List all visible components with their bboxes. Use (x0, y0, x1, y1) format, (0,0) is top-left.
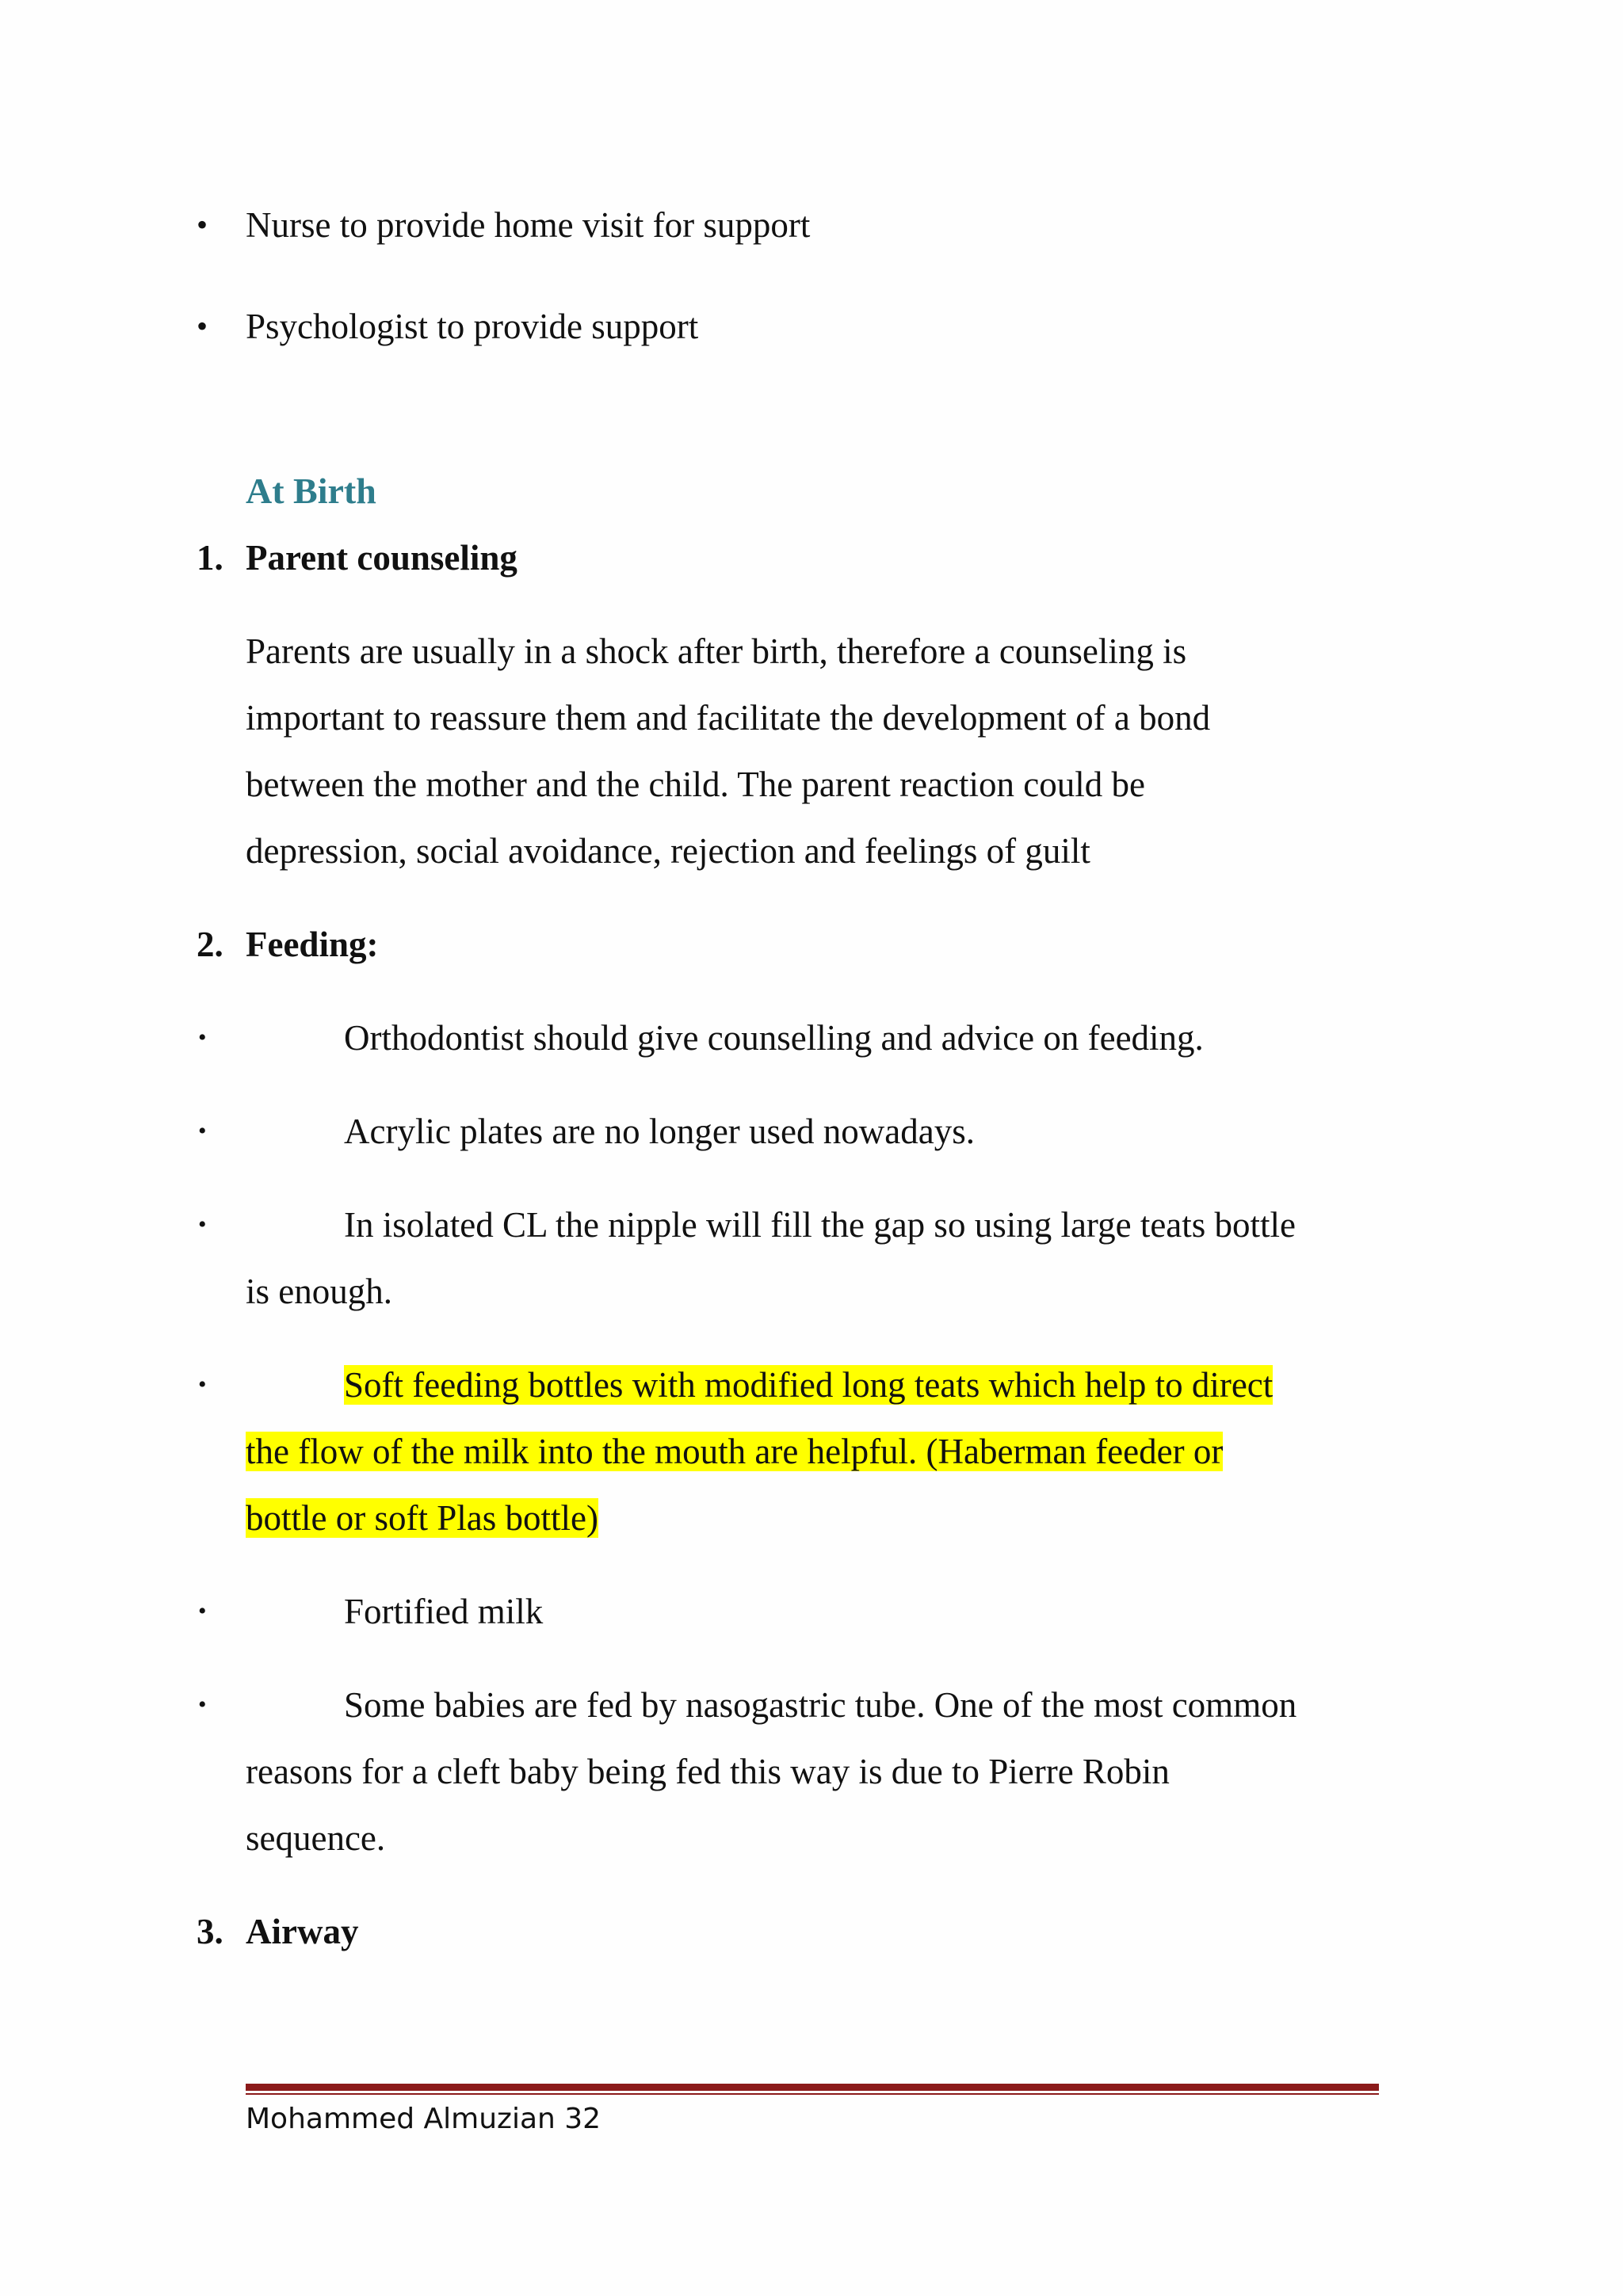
bullet-dot: • (197, 308, 208, 344)
paragraph-line: depression, social avoidance, rejection and feelings of guilt (246, 831, 1090, 871)
feeding-bullet-soft-bottles-cont (246, 1485, 598, 1551)
bullet-text-psychologist: Psychologist to provide support (246, 307, 699, 346)
highlighted-text: Soft feeding bottles with modified long teats which help to direct (344, 1365, 1274, 1405)
footer-rule (246, 2084, 1379, 2091)
item-title-feeding: Feeding: (246, 925, 379, 964)
feeding-bullet-soft-bottles-cont (246, 1418, 1223, 1485)
bullet-dot: • (198, 1211, 207, 1238)
section-heading-at-birth: At Birth (246, 471, 376, 511)
item-number-2: 2. (197, 925, 223, 964)
feeding-bullet-soft-bottles (344, 1352, 1273, 1418)
feeding-bullet-orthodontist: Orthodontist should give counselling and advice on feeding. (344, 1018, 1204, 1058)
item-number-1: 1. (197, 538, 223, 578)
feeding-bullet-isolated-cl-cont: is enough. (246, 1272, 392, 1311)
paragraph-line: Parents are usually in a shock after birth, therefore a counseling is (246, 631, 1187, 671)
bullet-dot: • (197, 207, 208, 242)
bullet-text-nurse: Nurse to provide home visit for support (246, 205, 811, 245)
item-title-parent-counseling: Parent counseling (246, 538, 517, 578)
footer-rule-thin (246, 2093, 1379, 2095)
item-number-3: 3. (197, 1912, 223, 1951)
item-title-airway: Airway (246, 1912, 359, 1951)
paragraph-line: important to reassure them and facilitate the development of a bond (246, 698, 1211, 738)
bullet-dot: • (198, 1024, 207, 1051)
highlighted-text: the flow of the milk into the mouth are helpful. (Haberman feeder or (246, 1432, 1224, 1471)
feeding-bullet-acrylic-plates: Acrylic plates are no longer used nowadays. (344, 1112, 975, 1151)
feeding-bullet-nasogastric: Some babies are fed by nasogastric tube. One of the most common (344, 1685, 1297, 1725)
paragraph-line: between the mother and the child. The parent reaction could be (246, 765, 1145, 804)
feeding-bullet-nasogastric-cont: reasons for a cleft baby being fed this way is due to Pierre Robin (246, 1752, 1170, 1791)
bullet-dot: • (198, 1598, 207, 1624)
feeding-bullet-isolated-cl: In isolated CL the nipple will fill the gap so using large teats bottle (344, 1205, 1296, 1245)
bullet-dot: • (198, 1371, 207, 1398)
footer-author-page: Mohammed Almuzian 32 (246, 2103, 601, 2135)
bullet-dot: • (198, 1691, 207, 1718)
feeding-bullet-nasogastric-cont: sequence. (246, 1818, 386, 1858)
highlighted-text: bottle or soft Plas bottle) (246, 1498, 598, 1538)
feeding-bullet-fortified-milk: Fortified milk (344, 1592, 544, 1631)
bullet-dot: • (198, 1118, 207, 1144)
